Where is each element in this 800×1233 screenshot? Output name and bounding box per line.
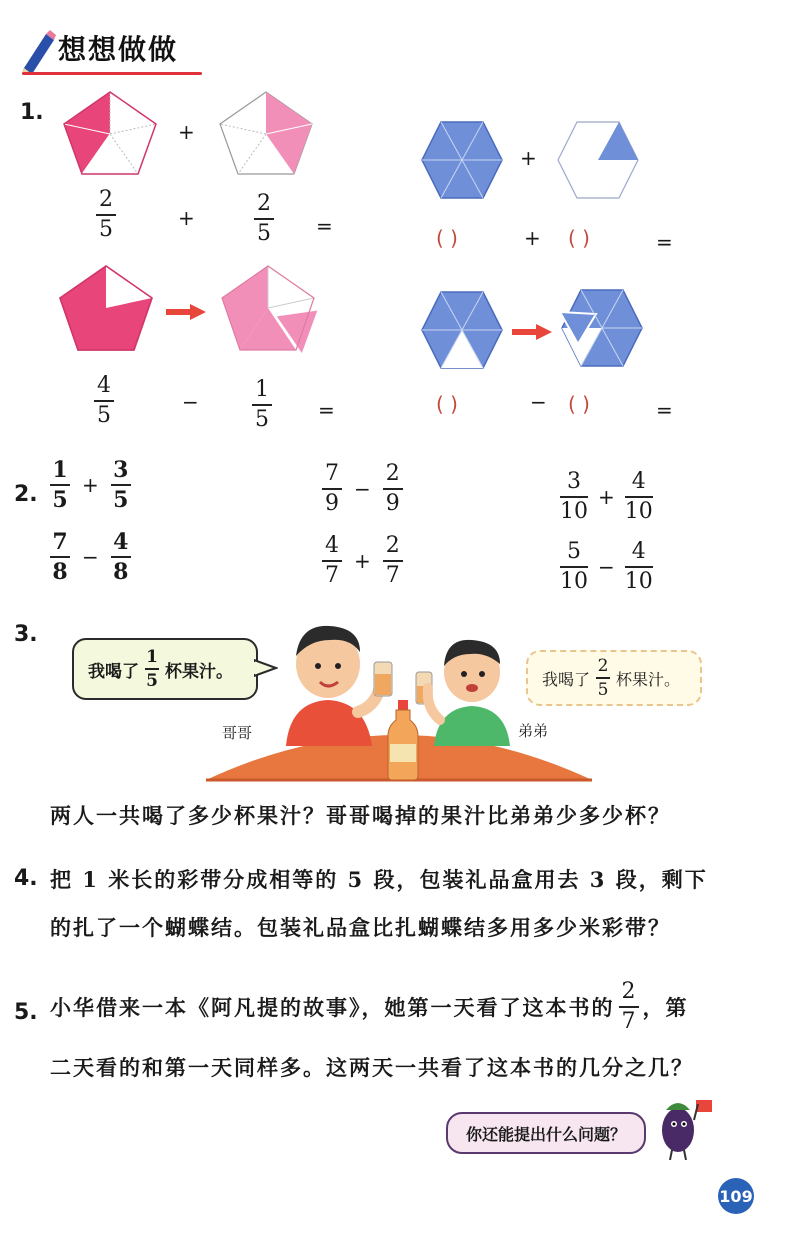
expression: $\frac{3}{10}$ + $\frac{4}{10}$ — [560, 469, 653, 524]
answer-blank[interactable]: ( ) — [436, 392, 458, 416]
hexagon-figure-a — [420, 118, 504, 202]
pentagon-figure-d — [218, 262, 322, 356]
callout-bubble: 你还能提出什么问题？ — [446, 1112, 646, 1154]
answer-blank[interactable]: ( ) — [568, 392, 590, 416]
answer-blank[interactable]: ( ) — [436, 226, 458, 250]
fraction: 2 5 — [254, 192, 274, 246]
hexagon-figure-b — [556, 118, 640, 202]
pentagon-figure-c — [56, 262, 156, 354]
answer-blank[interactable]: ( ) — [568, 226, 590, 250]
expression: $\frac{7}{9}$ − $\frac{2}{9}$ — [322, 462, 403, 516]
arrow-right-icon — [166, 304, 206, 320]
question-3-text: 两人一共喝了多少杯果汁？哥哥喝掉的果汁比弟弟少多少杯？ — [50, 803, 671, 828]
label-younger-brother: 弟弟 — [518, 722, 549, 740]
plus-sign: + — [524, 226, 541, 250]
juice-glass-icon — [372, 660, 394, 698]
question-number-5: 5. — [14, 1000, 38, 1025]
section-title: 想想做做 — [58, 33, 179, 66]
question-number-2: 2. — [14, 482, 38, 507]
question-5-line-2: 二天看的和第一天同样多。这两天一共看了这本书的几分之几？ — [50, 1055, 694, 1080]
hexagon-figure-c — [420, 288, 504, 372]
minus-sign: − — [182, 390, 199, 414]
hexagon-figure-d — [556, 284, 648, 376]
fraction: 4 5 — [94, 374, 114, 428]
arrow-right-icon — [512, 324, 552, 340]
pentagon-figure-a — [60, 88, 160, 178]
fraction: 1 5 — [252, 378, 272, 432]
expression: $\frac{1}{5}$ + $\frac{3}{5}$ — [50, 458, 131, 512]
equals-sign: = — [656, 398, 673, 422]
speech-bubble-younger-brother: 我喝了 $\frac{2}{5}$ 杯果汁。 — [526, 650, 702, 706]
boy-figure-younger-brother — [420, 628, 520, 746]
question-4-line-2: 的扎了一个蝴蝶结。包装礼品盒比扎蝴蝶结多用多少米彩带？ — [50, 915, 671, 940]
equals-sign: = — [656, 230, 673, 254]
expression: $\frac{4}{7}$ + $\frac{2}{7}$ — [322, 534, 403, 588]
question-number-3: 3. — [14, 622, 38, 647]
equals-sign: = — [318, 398, 335, 422]
speech-bubble-brother: 我喝了 $\frac{1}{5}$ 杯果汁。 — [72, 638, 258, 700]
fraction: 2 5 — [96, 188, 116, 242]
expression: $\frac{7}{8}$ − $\frac{4}{8}$ — [50, 530, 131, 584]
question-number-1: 1. — [20, 100, 44, 125]
pencil-icon — [18, 28, 58, 76]
speech-bubble-tail — [254, 656, 278, 680]
juice-bottle-icon — [386, 700, 420, 780]
plus-sign: + — [178, 206, 195, 230]
expression: $\frac{5}{10}$ − $\frac{4}{10}$ — [560, 539, 653, 594]
eggplant-mascot-icon — [652, 1090, 716, 1160]
plus-sign: + — [178, 120, 195, 144]
page-number: 109 — [718, 1178, 754, 1214]
equals-sign: = — [316, 214, 333, 238]
minus-sign: − — [530, 390, 547, 414]
label-brother: 哥哥 — [222, 724, 253, 742]
pentagon-figure-b — [216, 88, 316, 178]
plus-sign: + — [520, 146, 537, 170]
question-4-line-1: 把 1 米长的彩带分成相等的 5 段，包装礼品盒用去 3 段，剩下 — [50, 867, 708, 892]
question-5-line-1: 小华借来一本《阿凡提的故事》，她第一天看了这本书的 $\frac{2}{7}$ ，第 — [50, 979, 689, 1034]
question-number-4: 4. — [14, 866, 38, 891]
section-title-underline — [22, 72, 202, 75]
